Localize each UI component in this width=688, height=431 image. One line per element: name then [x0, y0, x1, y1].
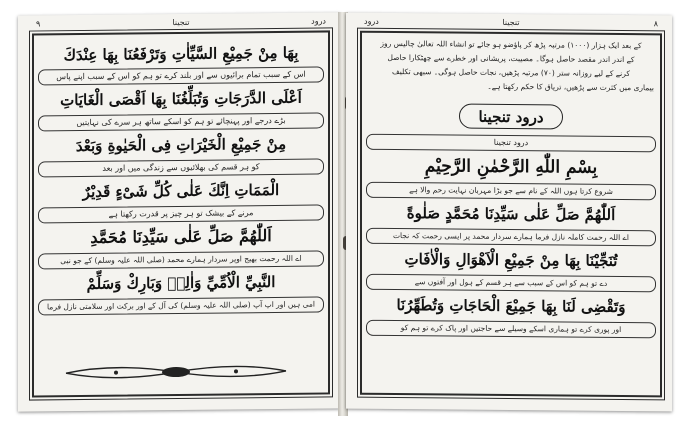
right-page [346, 13, 672, 412]
urdu-translation: امی ہیں اور اپ آپ (صلی اللہ علیہ وسلم) کی آل کے اور برکت اور سلامتی نازل فرما [38, 296, 324, 315]
header-left: درود [364, 16, 379, 26]
page-header [364, 17, 658, 32]
header-title: تنجینا [172, 17, 190, 28]
urdu-translation: شروع کرتا ہوں اللہ کے نام سے جو بڑا مہربان نہایت رحم والا ہے [366, 182, 656, 201]
section-subtitle: درود تنجینا [366, 134, 656, 153]
page-frame [32, 30, 330, 397]
page-header [36, 16, 326, 31]
text-block [362, 150, 660, 339]
arabic-line: الْمَمَاتِ اِنَّكَ عَلٰى كُلِّ شَىْءٍ قَدِيْرٌ [82, 180, 280, 202]
arabic-line: بِهَا مِنْ جَمِيْعِ السَّيِّاٰتِ وَتَرْفَعُنَا بِهَا عِنْدَكَ [63, 43, 299, 65]
open-book [14, 8, 676, 420]
intro-line: بیماری میں کثرت سے پڑھیں، تریاق کا حکم رکھتا ہے۔ [487, 81, 654, 93]
text-block [34, 32, 328, 315]
urdu-translation: مرنے کے بیشک تو ہر چیز پر قدرت رکھتا ہے [38, 204, 324, 223]
page-number: ٨ [653, 19, 658, 29]
urdu-translation: اے اللہ رحمت کاملہ نازل فرما ہمارے سردار محمد پر ایسی رحمت کہ نجات [366, 228, 656, 247]
section-title: درود تنجینا [478, 107, 544, 127]
arabic-line: بِسْمِ اللّٰهِ الرَّحْمٰنِ الرَّحِيْمِ [424, 156, 598, 178]
page-frame [360, 31, 662, 398]
urdu-translation: اور پوری کرے تو ہماری اسکے وسیلے سے حاجتیں اور پاک کرے تو ہم کو [366, 320, 656, 339]
urdu-translation: بڑے درجے اور پہنچائے تو ہم کو اسکے ساتھ ہر سرے کی نہایتیں [38, 112, 324, 131]
intro-line: کے بعد ایک ہزار (۱۰۰۰) مرتبہ پڑھ کر پاؤضو ہو جائے تو انشاء اللہ تعالیٰ چالیس روز [380, 38, 642, 51]
arabic-line: وَتَقْضِى لَنَا بِهَا جَمِيْعَ الْحَاجَاتِ وَتُطَهِّرُنَا [396, 296, 626, 317]
urdu-translation: دے تو ہم کو اس کے سبب سے ہر قسم کے ہول اور آفتوں سے [366, 274, 656, 293]
arabic-line: اَللّٰهُمَّ صَلِّ عَلٰى سَيِّدِنَا مُحَمَّدِ [90, 226, 272, 247]
intro-paragraph [362, 33, 660, 96]
arabic-line: اَللّٰهُمَّ صَلِّ عَلٰى سَيِّدِنَا مُحَمَّدٍ صَلٰوةً [406, 204, 616, 224]
page-number: ٩ [36, 19, 41, 29]
urdu-translation: اس کے سبب تمام برائیوں سے اور بلند کرے تو ہم کو اس کے سبب اپنے پاس [38, 66, 324, 85]
urdu-translation: کو ہر قسم کی بھلائیوں سے زندگی میں اور بعد [38, 158, 324, 177]
header-right: درود [311, 16, 326, 26]
arabic-line: مِنْ جَمِيْعِ الْخَيْرَاتِ فِى الْحَيٰوةِ وَبَعْدَ [75, 134, 287, 156]
header-title: تنجینا [502, 17, 520, 28]
arabic-line: اَعْلَى الدَّرَجَاتِ وَتُبَلِّغُنَا بِهَا اَقْصَى الْغَايَاتِ [60, 88, 302, 110]
arabic-line: النَّبِيِّ الْاُمِّيِّ وَاٰلِهٖ وَبَارِكْ وَسَلِّمْ [86, 272, 276, 293]
ornamental-divider [56, 359, 296, 386]
left-page [18, 12, 340, 411]
intro-line: کرنے کے لیے روزانہ ستر (۷۰) مرتبہ پڑھیں، نجات حاصل ہوگی۔ سبھی تکلیف [392, 66, 630, 79]
intro-line: کے اندر اندر مقصد حاصل ہوگا۔ مصیبت، پریشانی اور خطرے سے چھٹکارا حاصل [387, 52, 635, 65]
title-cartouche [459, 104, 562, 130]
arabic-line: تُنَجِّيْنَا بِهَا مِنْ جَمِيْعِ الْاَهْوَالِ وَالْاٰفَاتِ [404, 250, 618, 270]
urdu-translation: اے اللہ رحمت بھیج اوپر سردار ہمارے محمد (صلی اللہ علیہ وسلم) کے جو نبی [38, 250, 324, 269]
